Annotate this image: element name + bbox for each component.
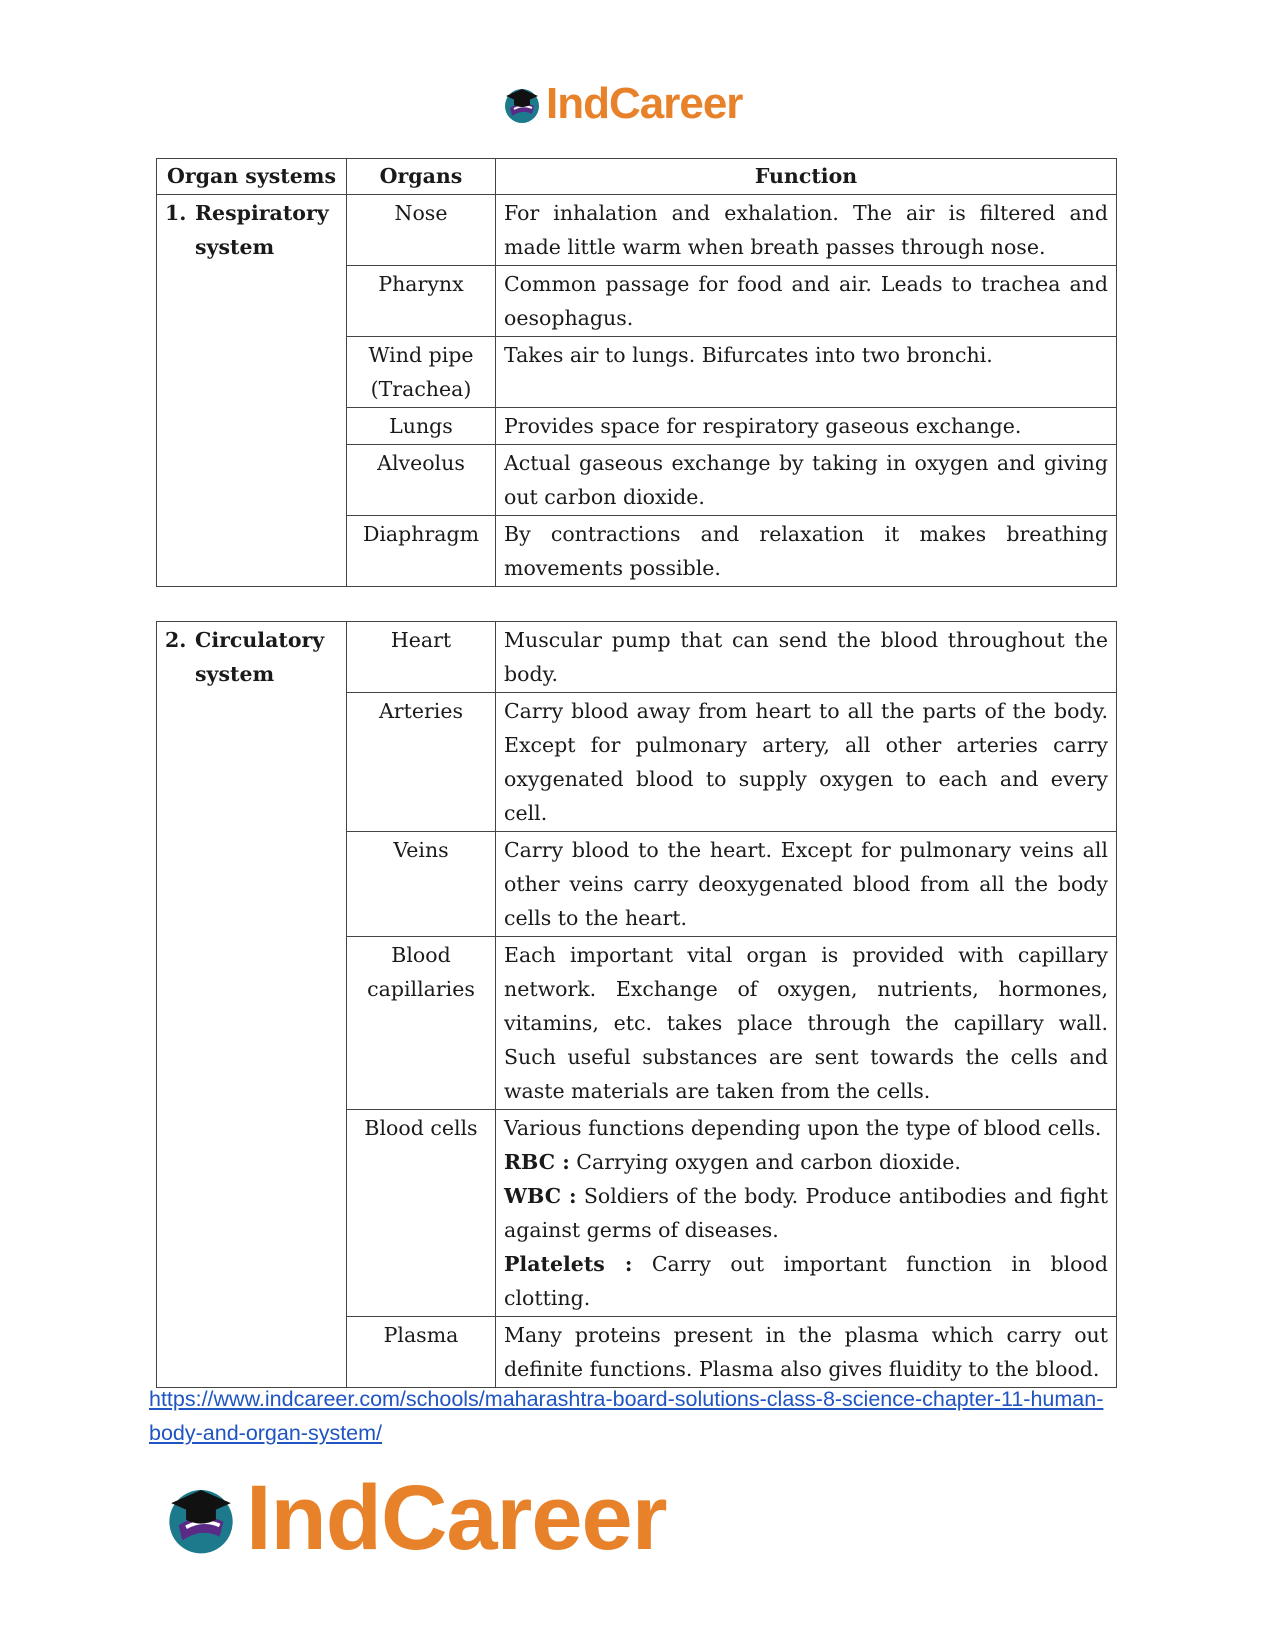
blood-cell-term: Platelets : bbox=[504, 1252, 633, 1276]
footer-logo bbox=[160, 1468, 667, 1568]
organ-function: Takes air to lungs. Bifurcates into two bronchi. bbox=[496, 337, 1117, 408]
organ-name: Alveolus bbox=[347, 445, 496, 516]
header-logo bbox=[500, 78, 742, 130]
organ-function: By contractions and relaxation it makes breathing movements possible. bbox=[496, 516, 1117, 587]
organ-name: Arteries bbox=[347, 693, 496, 832]
blood-cells-intro: Various functions depending upon the type of blood cells. bbox=[504, 1116, 1102, 1140]
organ-name: Wind pipe (Trachea) bbox=[347, 337, 496, 408]
table-row bbox=[157, 195, 1117, 266]
system-cell-respiratory bbox=[157, 195, 347, 587]
organ-function: Common passage for food and air. Leads to trachea and oesophagus. bbox=[496, 266, 1117, 337]
organ-function: Carry blood away from heart to all the parts of the body. Except for pulmonary artery, all other arteries carry oxygenated blood to supply oxygen to each and every cell. bbox=[496, 693, 1117, 832]
source-link[interactable]: https://www.indcareer.com/schools/maharashtra-board-solutions-class-8-science-chapter-11-human-body-and-organ-system/ bbox=[149, 1387, 1104, 1445]
blood-cell-item bbox=[504, 1145, 1108, 1179]
table-row bbox=[157, 622, 1117, 693]
blood-cell-item bbox=[504, 1247, 1108, 1315]
organ-function: Each important vital organ is provided with capillary network. Exchange of oxygen, nutrients, hormones, vitamins, etc. takes place through the capillary wall. Such useful substances are sent towards the cells and waste materials are taken from the cells. bbox=[496, 937, 1117, 1110]
organ-name: Heart bbox=[347, 622, 496, 693]
organ-name: Veins bbox=[347, 832, 496, 937]
circulatory-system-table bbox=[156, 621, 1117, 1388]
system-cell-circulatory bbox=[157, 622, 347, 1388]
graduation-cap-logo-icon bbox=[160, 1477, 242, 1559]
blood-cell-term: RBC : bbox=[504, 1150, 570, 1174]
organ-function: Carry blood to the heart. Except for pulmonary veins all other veins carry deoxygenated blood from all the body cells to the heart. bbox=[496, 832, 1117, 937]
organ-name: Pharynx bbox=[347, 266, 496, 337]
organ-function: Actual gaseous exchange by taking in oxygen and giving out carbon dioxide. bbox=[496, 445, 1117, 516]
organ-function: Provides space for respiratory gaseous exchange. bbox=[496, 408, 1117, 445]
table-header-row bbox=[157, 159, 1117, 195]
organ-function: Muscular pump that can send the blood throughout the body. bbox=[496, 622, 1117, 693]
system-name: Respiratory system bbox=[195, 201, 329, 259]
organ-name: Diaphragm bbox=[347, 516, 496, 587]
blood-cell-text: Soldiers of the body. Produce antibodies and fight against germs of diseases. bbox=[504, 1184, 1108, 1242]
organ-name: Blood capillaries bbox=[347, 937, 496, 1110]
organ-function: For inhalation and exhalation. The air is filtered and made little warm when breath passes through nose. bbox=[496, 195, 1117, 266]
organ-name: Nose bbox=[347, 195, 496, 266]
organs-header: Organs bbox=[347, 159, 496, 195]
graduation-cap-logo-icon bbox=[500, 82, 544, 126]
system-number: 2. bbox=[165, 628, 187, 652]
blood-cell-term: WBC : bbox=[504, 1184, 577, 1208]
function-header: Function bbox=[496, 159, 1117, 195]
blood-cell-item bbox=[504, 1179, 1108, 1247]
organ-name: Blood cells bbox=[347, 1110, 496, 1317]
respiratory-system-table bbox=[156, 158, 1117, 587]
organ-name: Plasma bbox=[347, 1317, 496, 1388]
blood-cell-text: Carry out important function in blood clotting. bbox=[504, 1252, 1108, 1310]
organ-name: Lungs bbox=[347, 408, 496, 445]
brand-text: IndCareer bbox=[546, 79, 743, 128]
organ-function: Many proteins present in the plasma which carry out definite functions. Plasma also gives fluidity to the blood. bbox=[496, 1317, 1117, 1388]
brand-text: IndCareer bbox=[246, 1467, 667, 1569]
system-number: 1. bbox=[165, 201, 187, 225]
organ-function bbox=[496, 1110, 1117, 1317]
organ-systems-header: Organ systems bbox=[157, 159, 347, 195]
blood-cell-text: Carrying oxygen and carbon dioxide. bbox=[576, 1150, 961, 1174]
system-name: Circulatory system bbox=[195, 628, 325, 686]
